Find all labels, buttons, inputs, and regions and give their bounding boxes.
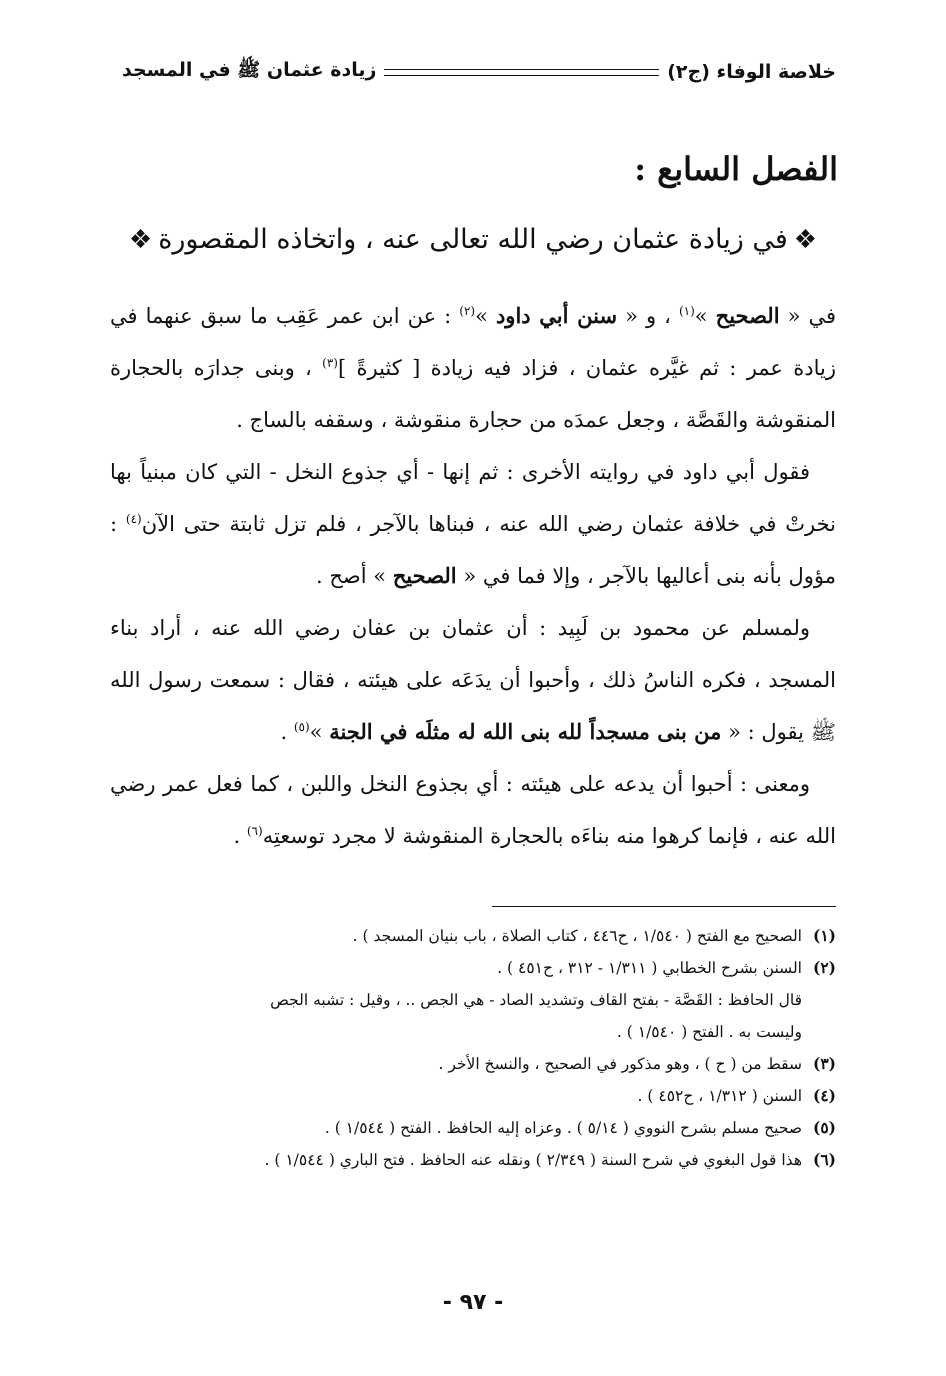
header-rule — [384, 69, 659, 76]
ornament-left-icon: ❖ — [128, 224, 153, 255]
text-run: » — [694, 304, 716, 328]
footnote-ref: (١) — [678, 304, 695, 318]
footnote-ref: (٢) — [459, 304, 476, 318]
paragraph-2 — [110, 446, 836, 602]
text-run: » أصح . — [315, 564, 393, 588]
bold-run: الصحيح — [715, 303, 780, 328]
bold-run: من بنى مسجداً لله بنى الله له مثلَه في الجنة — [329, 719, 722, 744]
text-run: فقول أبي داود في روايته الأخرى : ثم إنها - أي جذوع النخل - التي كان مبنياً بها نخرتْ في خلافة عثمان رضي الله عنه ، فبناها بالآجر ، فلم تزل ثابتة حتى الآن — [110, 460, 836, 536]
footnote-text: هذا قول البغوي في شرح السنة ( ٢/٣٤٩ ) ونقله عنه الحافظ . فتح الباري ( ١/٥٤٤ ) . — [264, 1151, 802, 1169]
footnote-number: (٦) — [812, 1150, 836, 1169]
text-run: : عن ابن عمر عَقِب ما سبق عنهما في زيادة عمر : ثم غيَّره عثمان ، فزاد فيه زيادة [ كثيرةً ] — [110, 304, 837, 380]
footnote-separator — [492, 906, 836, 907]
footnote-3 — [110, 1048, 836, 1080]
ornament-right-icon: ❖ — [793, 224, 818, 255]
text-run: في « — [779, 304, 836, 328]
bold-run: الصحيح — [392, 563, 457, 588]
paragraph-1 — [110, 290, 836, 446]
footnotes — [110, 920, 836, 1176]
footnote-text: الصحيح مع الفتح ( ١/٥٤٠ ، ح٤٤٦ ، كتاب الصلاة ، باب بنيان المسجد ) . — [352, 927, 802, 945]
page-number: - ٩٧ - — [442, 1290, 504, 1315]
footnote-1 — [110, 920, 836, 952]
footnote-number: (٤) — [812, 1086, 836, 1105]
footnote-2-continuation: وليست به . الفتح ( ١/٥٤٠ ) . — [616, 1023, 802, 1041]
text-run: ومعنى : أحبوا أن يدعه على هيئته : أي بجذوع النخل واللبن ، كما فعل عمر رضي الله عنه ، فإنما كرهوا منه بناءَه بالحجارة المنقوشة لا مجرد توسعتِه — [110, 772, 836, 848]
footnote-ref: (٦) — [246, 824, 263, 838]
header-book-title: خلاصة الوفاء (ج٢) — [667, 61, 836, 83]
text-run: . — [233, 824, 247, 848]
text-run: » — [475, 304, 496, 328]
text-run: : مؤول بأنه بنى أعاليها بالآجر ، وإلا فما في « — [110, 512, 836, 588]
running-header — [122, 52, 836, 92]
text-run: ، وبنى جدارَه بالحجارة المنقوشة والقَصَّة ، وجعل عمدَه من حجارة منقوشة ، وسقفه بالساج . — [110, 356, 836, 432]
text-run: » — [309, 720, 330, 744]
footnote-number: (١) — [812, 926, 836, 945]
footnote-4 — [110, 1080, 836, 1112]
paragraph-4 — [110, 758, 836, 862]
footnote-number: (٢) — [812, 958, 836, 977]
footnote-text: سقط من ( ح ) ، وهو مذكور في الصحيح ، والنسخ الأخر . — [438, 1055, 802, 1073]
footnote-2 — [110, 952, 836, 984]
chapter-heading: الفصل السابع : — [634, 150, 838, 188]
footnote-text: السنن ( ١/٣١٢ ، ح٤٥٢ ) . — [637, 1087, 802, 1105]
body-text — [110, 290, 836, 862]
footnote-text: السنن بشرح الخطابي ( ١/٣١١ - ٣١٢ ، ح٤٥١ ) . — [497, 959, 802, 977]
footnote-number: (٥) — [812, 1118, 836, 1137]
header-chapter-title: زيادة عثمان ﷺ في المسجد — [122, 59, 377, 81]
footnote-text: صحيح مسلم بشرح النووي ( ٥/١٤ ) . وعزاه إليه الحافظ . الفتح ( ١/٥٤٤ ) . — [324, 1119, 802, 1137]
footnote-ref: (٣) — [322, 356, 338, 370]
footnote-ref: (٤) — [125, 512, 142, 526]
section-title-text: في زيادة عثمان رضي الله تعالى عنه ، واتخاذه المقصورة — [158, 224, 788, 255]
footnote-5 — [110, 1112, 836, 1144]
footnote-number: (٣) — [812, 1054, 836, 1073]
footnote-6 — [110, 1144, 836, 1176]
section-title — [128, 224, 818, 255]
text-run: . — [280, 720, 294, 744]
text-run: ولمسلم عن محمود بن لَبِيد : أن عثمان بن عفان رضي الله عنه ، أراد بناء المسجد ، فكره الناسُ ذلك ، وأحبوا أن يدَعَه على هيئته ، فقال : سمعت رسول الله ﷺ يقول : « — [110, 616, 836, 744]
footnote-2-continuation: قال الحافظ : القَصَّة - بفتح القاف وتشديد الصاد - هي الجص .. ، وقيل : تشبه الجص — [270, 991, 802, 1009]
footnote-ref: (٥) — [293, 720, 310, 734]
paragraph-3 — [110, 602, 836, 758]
text-run: ، و « — [617, 304, 679, 328]
bold-run: سنن أبي داود — [495, 303, 618, 328]
